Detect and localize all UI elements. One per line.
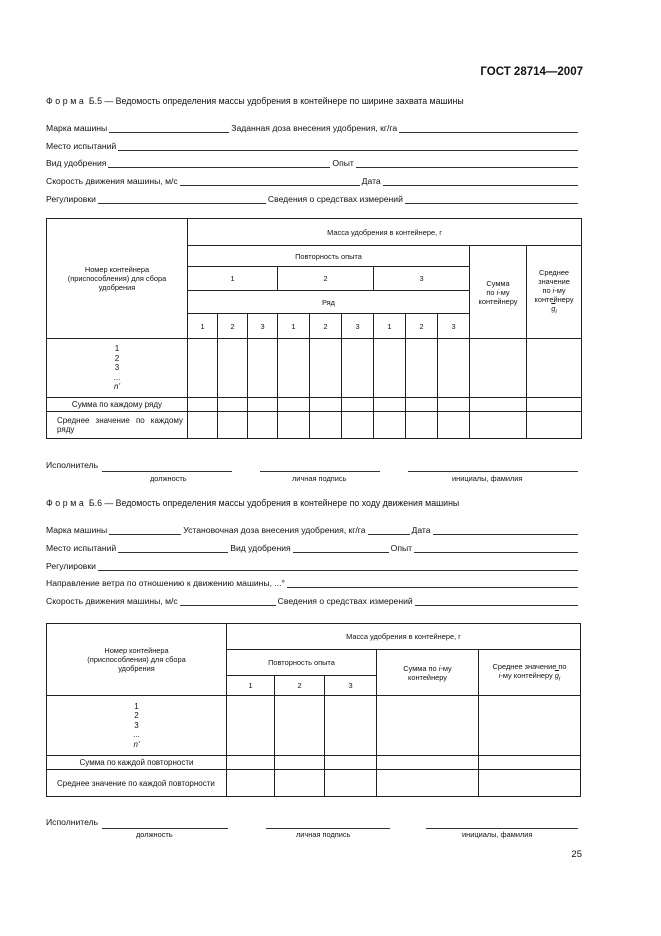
form6-adjust-line — [46, 558, 580, 571]
form6-position-line[interactable] — [102, 827, 228, 829]
form5-title-word: Форма — [46, 96, 87, 106]
form5-place-line — [46, 138, 580, 151]
table-cell[interactable] — [377, 770, 479, 797]
form6-position-caption: должность — [136, 830, 173, 839]
form5-speed-label: Скорость движения машины, м/с — [46, 176, 178, 186]
form6-name-caption: инициалы, фамилия — [462, 830, 533, 839]
form6-place-label: Место испытаний — [46, 543, 117, 553]
form5-signature-line[interactable] — [260, 470, 380, 472]
form5-executor-label: Исполнитель — [46, 460, 99, 470]
form5-name-line[interactable] — [408, 470, 578, 472]
table-cell[interactable] — [374, 339, 406, 398]
form5-dose-label: Заданная доза внесения удобрения, кг/га — [231, 123, 398, 133]
form5-place-label: Место испытаний — [46, 141, 117, 151]
table-cell[interactable] — [406, 339, 438, 398]
form6-avg-symbol: $\overline{g}$ — [554, 670, 559, 680]
form6-table — [46, 623, 581, 797]
table-cell[interactable] — [325, 756, 377, 770]
form6-trial-label: Опыт — [390, 543, 413, 553]
form5-place-field[interactable] — [118, 141, 578, 151]
form5-trial-label: Опыт — [332, 158, 354, 168]
form5-repeat-3: 3 — [374, 267, 470, 291]
form5-speed-date-line — [46, 173, 580, 186]
form5-row-num: 1 — [278, 314, 310, 339]
table-cell[interactable] — [342, 339, 374, 398]
form6-speed-label: Скорость движения машины, м/с — [46, 596, 178, 606]
form5-instruments-label: Сведения о средствах измерений — [267, 194, 403, 204]
table-cell[interactable] — [275, 756, 325, 770]
form6-executor-label: Исполнитель — [46, 817, 99, 827]
table-cell[interactable] — [310, 398, 342, 412]
form5-position-line[interactable] — [102, 470, 232, 472]
form6-repeat-header: Повторность опыта — [227, 650, 377, 676]
form6-avg-header: Среднее значение по i-му контейнеру $\overline{g}_i$ — [479, 650, 581, 696]
table-cell[interactable] — [310, 412, 342, 439]
table-cell[interactable] — [527, 339, 582, 398]
form6-container-list: 1 2 3 ... n' — [47, 696, 227, 756]
form5-row-num: 2 — [218, 314, 248, 339]
form6-type-label: Вид удобрения — [230, 543, 291, 553]
table-cell[interactable] — [438, 412, 470, 439]
table-cell[interactable] — [342, 398, 374, 412]
form6-adjust-field[interactable] — [98, 561, 578, 571]
table-cell[interactable] — [374, 412, 406, 439]
table-cell[interactable] — [218, 339, 248, 398]
table-cell[interactable] — [479, 770, 581, 797]
form5-repeat-1: 1 — [188, 267, 278, 291]
form5-avg-header: Среднее значение по i-му контейнеру $\overline{g}_i$ — [527, 246, 582, 339]
form5-instruments-field[interactable] — [405, 194, 578, 204]
table-cell[interactable] — [218, 398, 248, 412]
form6-date-field[interactable] — [433, 525, 578, 535]
table-cell[interactable] — [377, 696, 479, 756]
document-standard-number: ГОСТ 28714—2007 — [480, 66, 583, 78]
table-cell[interactable] — [275, 696, 325, 756]
form5-speed-field[interactable] — [180, 176, 360, 186]
form5-table — [46, 218, 582, 439]
form5-repeat-header: Повторность опыта — [188, 246, 470, 267]
form6-repeat-3: 3 — [325, 676, 377, 696]
form6-signature-caption: личная подпись — [296, 830, 351, 839]
form6-brand-dose-date-line — [46, 522, 580, 535]
table-cell[interactable] — [227, 696, 275, 756]
form5-type-trial-line — [46, 155, 580, 168]
form5-repeat-2: 2 — [278, 267, 374, 291]
form5-adjust-label: Регулировки — [46, 194, 96, 204]
form6-place-field[interactable] — [118, 543, 228, 553]
table-cell[interactable] — [248, 339, 278, 398]
form5-row-num: 2 — [406, 314, 438, 339]
table-cell[interactable] — [275, 770, 325, 797]
table-cell[interactable] — [188, 339, 218, 398]
form6-speed-field[interactable] — [180, 596, 276, 606]
table-cell[interactable] — [406, 412, 438, 439]
form6-title-word: Форма — [46, 498, 87, 508]
table-cell[interactable] — [470, 412, 527, 439]
form5-sum-row-label: Сумма по каждому ряду — [47, 398, 188, 412]
form6-repeat-1: 1 — [227, 676, 275, 696]
form5-row-num: 3 — [248, 314, 278, 339]
form5-signature-caption: личная подпись — [292, 474, 347, 483]
table-cell[interactable] — [527, 412, 582, 439]
table-cell[interactable] — [278, 398, 310, 412]
form5-row-num: 3 — [438, 314, 470, 339]
form6-wind-label: Направление ветра по отношению к движению машины, ...° — [46, 578, 285, 588]
form6-name-line[interactable] — [426, 827, 578, 829]
form5-row-num: 3 — [342, 314, 374, 339]
form6-place-type-trial-line — [46, 540, 580, 553]
table-cell[interactable] — [342, 412, 374, 439]
table-cell[interactable] — [479, 696, 581, 756]
form5-row-num: 1 — [374, 314, 406, 339]
form6-dose-field[interactable] — [368, 525, 410, 535]
form5-avg-row-label: Среднее значение по каждому ряду — [47, 412, 188, 439]
form6-wind-field[interactable] — [287, 578, 578, 588]
form6-sum-header: Сумма по i-му контейнеру — [377, 650, 479, 696]
form6-title-text: Б.6 — Ведомость определения массы удобрения в контейнере по ходу движения машины — [88, 498, 460, 508]
form6-instruments-field[interactable] — [415, 596, 578, 606]
table-cell[interactable] — [406, 398, 438, 412]
table-cell[interactable] — [218, 412, 248, 439]
form6-signature-line[interactable] — [266, 827, 390, 829]
form5-brand-field[interactable] — [109, 123, 229, 133]
form6-wind-line — [46, 575, 580, 588]
table-cell[interactable] — [325, 696, 377, 756]
form5-brand-label: Марка машины — [46, 123, 108, 133]
form5-avg-symbol: $\overline{g}$ — [551, 303, 556, 313]
table-cell[interactable] — [374, 398, 406, 412]
table-cell[interactable] — [325, 770, 377, 797]
table-cell[interactable] — [227, 770, 275, 797]
form6-sum-row-label: Сумма по каждой повторности — [47, 756, 227, 770]
form5-type-field[interactable] — [108, 158, 330, 168]
form5-dose-field[interactable] — [399, 123, 578, 133]
table-cell[interactable] — [438, 398, 470, 412]
form5-title — [46, 96, 464, 106]
form5-name-caption: инициалы, фамилия — [452, 474, 523, 483]
form6-dose-label: Установочная доза внесения удобрения, кг/га — [183, 525, 366, 535]
form6-repeat-2: 2 — [275, 676, 325, 696]
form5-container-list: 1 2 3 ... n' — [47, 339, 188, 398]
form5-adjust-line — [46, 191, 580, 204]
form5-date-label: Дата — [361, 176, 381, 186]
table-cell[interactable] — [188, 412, 218, 439]
form6-container-header: Номер контейнера (приспособления) для сбора удобрения — [47, 624, 227, 696]
table-cell[interactable] — [227, 756, 275, 770]
table-cell[interactable] — [470, 398, 527, 412]
table-cell[interactable] — [278, 339, 310, 398]
table-cell[interactable] — [479, 756, 581, 770]
table-cell[interactable] — [470, 339, 527, 398]
form5-type-label: Вид удобрения — [46, 158, 107, 168]
form5-title-text: Б.5 — Ведомость определения массы удобрения в контейнере по ширине захвата машины — [88, 96, 464, 106]
form5-row-num: 2 — [310, 314, 342, 339]
table-cell[interactable] — [310, 339, 342, 398]
form5-container-header: Номер контейнера (приспособления) для сбора удобрения — [47, 219, 188, 339]
form6-adjust-label: Регулировки — [46, 561, 96, 571]
table-cell[interactable] — [248, 412, 278, 439]
form6-title — [46, 498, 459, 508]
form5-row-header: Ряд — [188, 291, 470, 314]
table-cell[interactable] — [248, 398, 278, 412]
form5-mass-header: Масса удобрения в контейнере, г — [188, 219, 582, 246]
form5-position-caption: должность — [150, 474, 187, 483]
form5-row-num: 1 — [188, 314, 218, 339]
form5-date-field[interactable] — [383, 176, 578, 186]
form5-sum-header: Сумма по i-му контейнеру — [470, 246, 527, 339]
form6-speed-instruments-line — [46, 593, 580, 606]
table-cell[interactable] — [438, 339, 470, 398]
form6-brand-field[interactable] — [109, 525, 181, 535]
form6-avg-row-label: Среднее значение по каждой повторности — [47, 770, 227, 797]
form6-instruments-label: Сведения о средствах измерений — [277, 596, 413, 606]
table-cell[interactable] — [278, 412, 310, 439]
form6-mass-header: Масса удобрения в контейнере, г — [227, 624, 581, 650]
form6-brand-label: Марка машины — [46, 525, 108, 535]
form5-trial-field[interactable] — [356, 158, 578, 168]
form5-brand-dose-line — [46, 120, 580, 133]
page-number: 25 — [571, 849, 582, 860]
form5-adjust-field[interactable] — [98, 194, 266, 204]
table-cell[interactable] — [377, 756, 479, 770]
form6-type-field[interactable] — [293, 543, 389, 553]
table-cell[interactable] — [527, 398, 582, 412]
table-cell[interactable] — [188, 398, 218, 412]
form6-date-label: Дата — [411, 525, 431, 535]
form6-trial-field[interactable] — [414, 543, 578, 553]
